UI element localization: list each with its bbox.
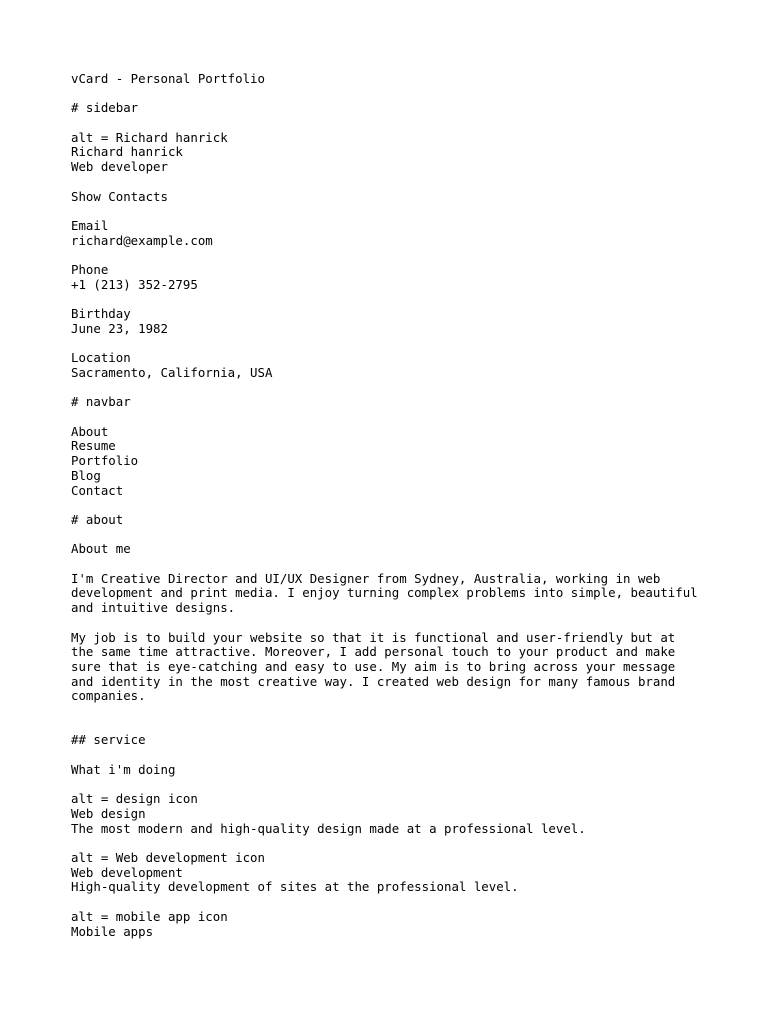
- contact-location-value: Sacramento, California, USA: [71, 364, 273, 380]
- contact-phone-label: Phone: [71, 262, 109, 278]
- service-heading: ## service: [71, 732, 146, 748]
- nav-link-portfolio[interactable]: Portfolio: [71, 453, 139, 469]
- about-paragraph-1: I'm Creative Director and UI/UX Designer from Sydney, Australia, working in web development and print media. I enjoy turning complex problems into simple, beautiful and intuitive designs.: [71, 570, 698, 616]
- service-item-web-development: [71, 851, 701, 895]
- contact-email-label: Email: [71, 217, 109, 233]
- about-title: About me: [71, 541, 131, 557]
- web-development-icon-alt: alt = Web development icon: [71, 850, 265, 865]
- page-title: vCard - Personal Portfolio: [71, 71, 265, 86]
- service-item-web-design: [71, 792, 701, 836]
- contact-location-label: Location: [71, 350, 131, 366]
- service-item-text: The most modern and high-quality design made at a professional level.: [71, 820, 586, 836]
- service-item-title: Mobile apps: [71, 923, 154, 939]
- avatar-alt-text: alt = Richard hanrick: [71, 129, 228, 145]
- show-contacts-button[interactable]: Show Contacts: [71, 188, 168, 204]
- about-heading: # about: [71, 511, 124, 527]
- profile-role: Web developer: [71, 159, 168, 175]
- contact-birthday-value: June 23, 1982: [71, 320, 168, 336]
- nav-link-contact[interactable]: Contact: [71, 482, 124, 498]
- mobile-app-icon-alt: alt = mobile app icon: [71, 908, 228, 924]
- contact-email-link[interactable]: richard@example.com: [71, 232, 213, 248]
- navbar: [71, 425, 701, 499]
- design-icon-alt: alt = design icon: [71, 791, 198, 807]
- service-title: What i'm doing: [71, 761, 176, 777]
- service-item-title: Web design: [71, 805, 146, 821]
- nav-link-resume[interactable]: Resume: [71, 438, 116, 454]
- sidebar-heading: # sidebar: [71, 100, 139, 116]
- profile-name: Richard hanrick: [71, 144, 183, 160]
- contact-birthday-label: Birthday: [71, 306, 131, 322]
- service-item-text: High-quality development of sites at the professional level.: [71, 879, 519, 895]
- service-item-mobile-apps: [71, 910, 701, 939]
- navbar-heading: # navbar: [71, 394, 131, 410]
- service-item-title: Web development: [71, 864, 183, 880]
- contact-phone-link[interactable]: +1 (213) 352-2795: [71, 276, 198, 292]
- nav-link-blog[interactable]: Blog: [71, 467, 101, 483]
- nav-link-about[interactable]: About: [71, 423, 109, 439]
- about-paragraph-2: My job is to build your website so that it is functional and user-friendly but at the same time attractive. Moreover, I add personal touch to your product and make sure that is eye-catching and easy to use. My aim is to bring across your message and identity in the most creative way. I created web design for many famous brand companies.: [71, 629, 676, 704]
